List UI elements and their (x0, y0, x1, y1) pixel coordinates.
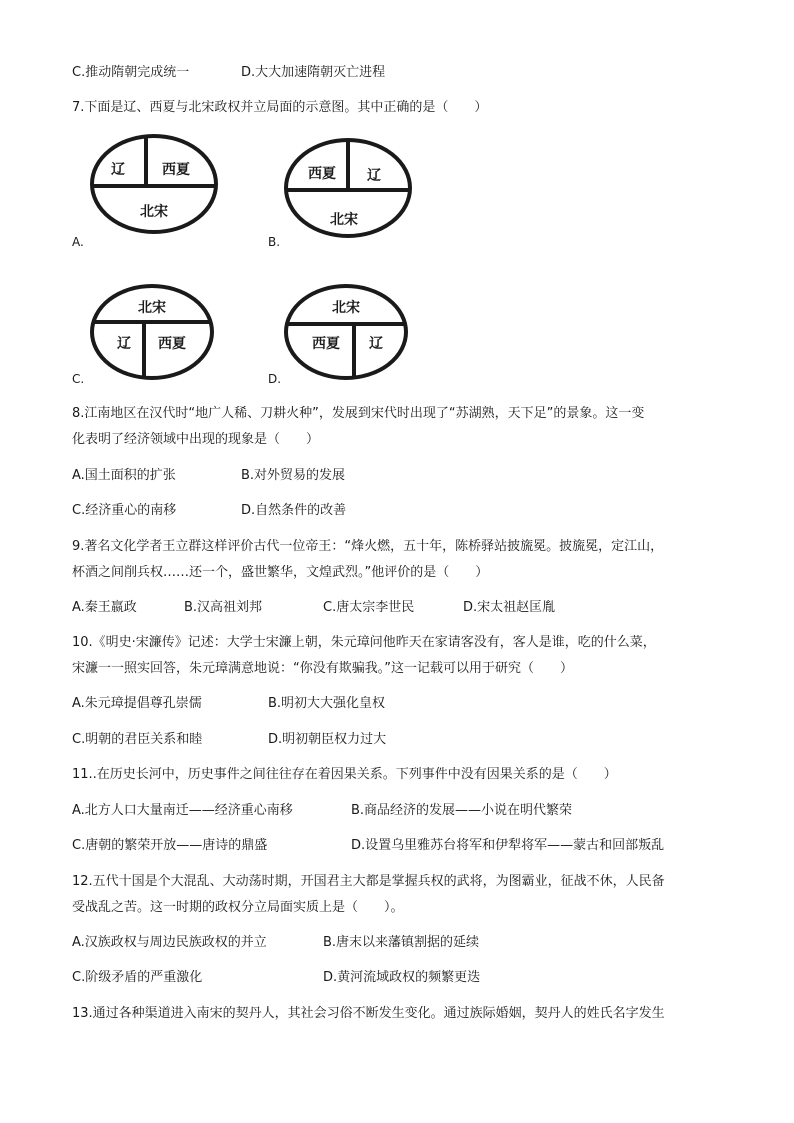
q7-diagram-d (282, 282, 410, 382)
q7-c-lower-left: 辽 (117, 336, 131, 352)
q7-stem: 7.下面是辽、西夏与北宋政权并立局面的示意图。其中正确的是（ ） (72, 100, 488, 115)
q7-c-top: 北宋 (138, 300, 166, 316)
q11-option-c: C.唐朝的繁荣开放——唐诗的鼎盛 (72, 838, 268, 853)
q7-d-top: 北宋 (332, 300, 360, 316)
q6-option-c: C.推动隋朝完成统一 (72, 65, 190, 80)
q7-diagram-b (282, 136, 414, 240)
q12-option-a: A.汉族政权与周边民族政权的并立 (72, 935, 267, 950)
q7-d-lower-left: 西夏 (312, 336, 340, 352)
q8-option-c: C.经济重心的南移 (72, 503, 177, 518)
q10-option-c: C.明朝的君臣关系和睦 (72, 732, 203, 747)
q7-c-lower-right: 西夏 (158, 336, 186, 352)
q11-stem: 11..在历史长河中，历史事件之间往往存在着因果关系。下列事件中没有因果关系的是（ ） (72, 767, 617, 782)
q7-option-c-label: C. (72, 372, 85, 386)
q7-option-b-label: B. (268, 235, 281, 249)
q12-option-b: B.唐末以来藩镇割据的延续 (323, 935, 480, 950)
q7-a-upper-left: 辽 (111, 162, 125, 178)
q8-stem-line-2: 化表明了经济领域中出现的现象是（ ） (72, 432, 320, 447)
q8-option-a: A.国土面积的扩张 (72, 468, 176, 483)
q9-option-b: B.汉高祖刘邦 (184, 600, 263, 615)
q7-a-bottom: 北宋 (140, 204, 168, 220)
q7-b-bottom: 北宋 (330, 212, 358, 228)
q8-stem-line-1: 8.江南地区在汉代时“地广人稀、刀耕火种”，发展到宋代时出现了“苏湖熟，天下足”的景象。这一变 (72, 406, 645, 421)
q7-diagram-a (88, 132, 220, 236)
q12-option-c: C.阶级矛盾的严重激化 (72, 970, 203, 985)
q7-option-d-label: D. (268, 372, 282, 386)
q7-d-lower-right: 辽 (369, 336, 383, 352)
q10-stem-line-1: 10.《明史·宋濂传》记述：大学士宋濂上朝，朱元璋问他昨天在家请客没有，客人是谁，吃的什么菜， (72, 635, 656, 650)
q9-option-d: D.宋太祖赵匡胤 (463, 600, 556, 615)
q9-stem-line-2: 杯酒之间削兵权……还一个，盛世繁华，文煌武烈。”他评价的是（ ） (72, 565, 489, 580)
q12-stem-line-1: 12.五代十国是个大混乱、大动荡时期，开国君主大都是掌握兵权的武将，为图霸业，征战不休，人民备 (72, 874, 665, 889)
q7-option-a-label: A. (72, 235, 84, 249)
q11-option-d: D.设置乌里雅苏台将军和伊犁将军——蒙古和回部叛乱 (351, 838, 665, 853)
q7-b-upper-right: 辽 (367, 168, 381, 184)
q6-option-d: D.大大加速隋朝灭亡进程 (241, 65, 386, 80)
q9-option-a: A.秦王嬴政 (72, 600, 137, 615)
q13-stem-line-1: 13.通过各种渠道进入南宋的契丹人，其社会习俗不断发生变化。通过族际婚姻，契丹人的姓氏名字发生 (72, 1006, 665, 1021)
q7-a-upper-right: 西夏 (162, 162, 190, 178)
q9-stem-line-1: 9.著名文化学者王立群这样评价古代一位帝王：“烽火燃，五十年，陈桥驿站披旒冕。披旒冕，定江山， (72, 539, 664, 554)
q7-diagram-c (88, 282, 216, 382)
q11-option-a: A.北方人口大量南迁——经济重心南移 (72, 803, 293, 818)
q10-option-d: D.明初朝臣权力过大 (268, 732, 387, 747)
q8-option-d: D.自然条件的改善 (241, 503, 347, 518)
q9-option-c: C.唐太宗李世民 (323, 600, 415, 615)
q12-option-d: D.黄河流域政权的频繁更迭 (323, 970, 481, 985)
q8-option-b: B.对外贸易的发展 (241, 468, 346, 483)
q12-stem-line-2: 受战乱之苦。这一时期的政权分立局面实质上是（ ）。 (72, 900, 404, 915)
q11-option-b: B.商品经济的发展——小说在明代繁荣 (351, 803, 573, 818)
q10-option-b: B.明初大大强化皇权 (268, 696, 386, 711)
q7-b-upper-left: 西夏 (308, 166, 336, 182)
q10-option-a: A.朱元璋提倡尊孔崇儒 (72, 696, 202, 711)
q10-stem-line-2: 宋濂一一照实回答，朱元璋满意地说：“你没有欺骗我。”这一记载可以用于研究（ ） (72, 661, 573, 676)
